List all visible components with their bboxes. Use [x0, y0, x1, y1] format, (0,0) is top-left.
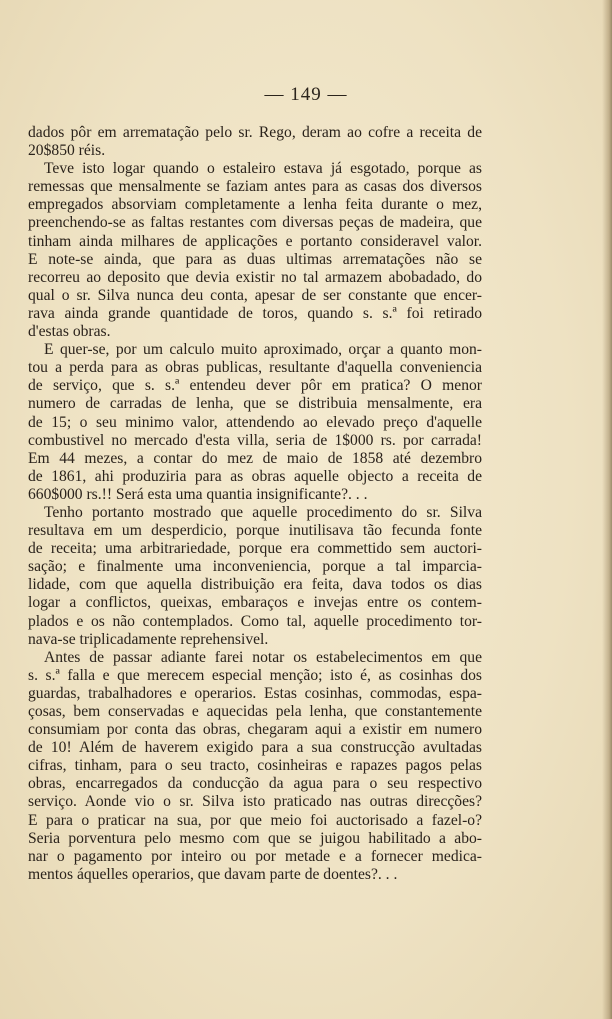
text-line: preenchendo-se as faltas restantes com diversas peças de madeira, que [28, 214, 482, 232]
text-line: 20$850 réis. [28, 142, 106, 160]
paragraph [28, 341, 482, 504]
text-line: combustivel no mercado d'esta villa, seria de 1$000 rs. por carrada! [28, 431, 482, 449]
text-line: de 15; o seu minimo valor, attendendo ao elevado preço d'aquelle [28, 413, 482, 431]
text-line: numero de carradas de lenha, que se distribuia mensalmente, era [28, 395, 482, 413]
text-line: qual o sr. Silva nunca deu conta, apesar de ser constante que encer- [28, 286, 482, 304]
paragraph [28, 124, 482, 160]
body-text [28, 124, 482, 884]
page-edge-shadow [602, 0, 612, 1019]
text-line: plados e os não contemplados. Como tal, aquelle procedimento tor- [28, 612, 482, 630]
text-line: tou a perda para as obras publicas, resultante d'aquella conveniencia [28, 359, 482, 377]
text-line: Teve isto logar quando o estaleiro estava já esgotado, porque as [44, 160, 482, 178]
text-line: empregados absorviam completamente a lenha feita durante o mez, [28, 196, 482, 214]
text-line: rava ainda grande quantidade de toros, quando s. s.ª foi retirado [28, 304, 482, 322]
text-line: obras, encarregados da conducção da agua para o seu respectivo [28, 775, 482, 793]
text-line: s. s.ª falla e que merecem especial menção; isto é, as cosinhas dos [28, 666, 482, 684]
text-line: Seria porventura pelo mesmo com que se juigou habilitado a abo- [28, 829, 482, 847]
text-line: tinham ainda milhares de applicações e portanto consideravel valor. [28, 232, 482, 250]
text-line: d'estas obras. [28, 323, 111, 341]
text-line: Em 44 mezes, a contar do mez de maio de 1858 até dezembro [28, 449, 482, 467]
text-line: logar a conflictos, queixas, embaraços e invejas entre os contem- [28, 594, 482, 612]
text-line: Tenho portanto mostrado que aquelle procedimento do sr. Silva [44, 503, 482, 521]
text-line: sação; e finalmente uma inconveniencia, porque a tal imparcia- [28, 558, 482, 576]
paragraph [28, 504, 482, 649]
text-line: remessas que mensalmente se faziam antes para as casas dos diversos [28, 178, 482, 196]
text-line: E para o praticar na sua, por que meio foi auctorisado a fazel-o? [28, 811, 482, 829]
paragraph [28, 160, 482, 341]
text-line: E quer-se, por um calculo muito aproximado, orçar a quanto mon- [44, 341, 482, 359]
text-line: de 10! Além de haverem exigido para a sua construcção avultadas [28, 739, 482, 757]
text-line: nava-se triplicadamente reprehensivel. [28, 630, 269, 648]
text-line: resultava em um desperdicio, porque inutilisava tão fecunda fonte [28, 522, 482, 540]
text-line: de serviço, que s. s.ª entendeu dever pôr em pratica? O menor [28, 377, 482, 395]
text-line: de 1861, ahi produziria para as obras aquelle objecto a receita de [28, 467, 482, 485]
text-line: mentos áquelles operarios, que davam parte de doentes?. . . [28, 865, 398, 883]
text-line: serviço. Aonde vio o sr. Silva isto praticado nas outras direcções? [28, 793, 482, 811]
page-number: — 149 — [264, 84, 348, 105]
text-line: 660$000 rs.!! Será esta uma quantia insignificante?. . . [28, 485, 368, 503]
text-line: dados pôr em arrematação pelo sr. Rego, deram ao cofre a receita de [28, 124, 482, 141]
text-line: de receita; uma arbitrariedade, porque era commettido sem auctori- [28, 540, 482, 558]
text-line: E note-se ainda, que para as duas ultimas arrematações não se [28, 250, 482, 268]
text-line: Antes de passar adiante farei notar os estabelecimentos em que [44, 648, 482, 666]
text-line: guardas, trabalhadores e operarios. Estas cosinhas, commodas, espa- [28, 684, 482, 702]
text-line: nar o pagamento por inteiro ou por metade e a fornecer medica- [28, 847, 482, 865]
text-line: consumiam por conta das obras, chegaram aqui a existir em numero [28, 721, 482, 739]
text-line: recorreu ao deposito que devia existir no tal armazem abobadado, do [28, 268, 482, 286]
text-line: lidade, com que aquella distribuição era feita, dava todos os dias [28, 576, 482, 594]
text-line: cifras, tinham, para o seu tracto, cosinheiras e rapazes pagos pelas [28, 757, 482, 775]
text-line: çosas, bem conservadas e aquecidas pela lenha, que constantemente [28, 703, 482, 720]
paragraph [28, 649, 482, 884]
